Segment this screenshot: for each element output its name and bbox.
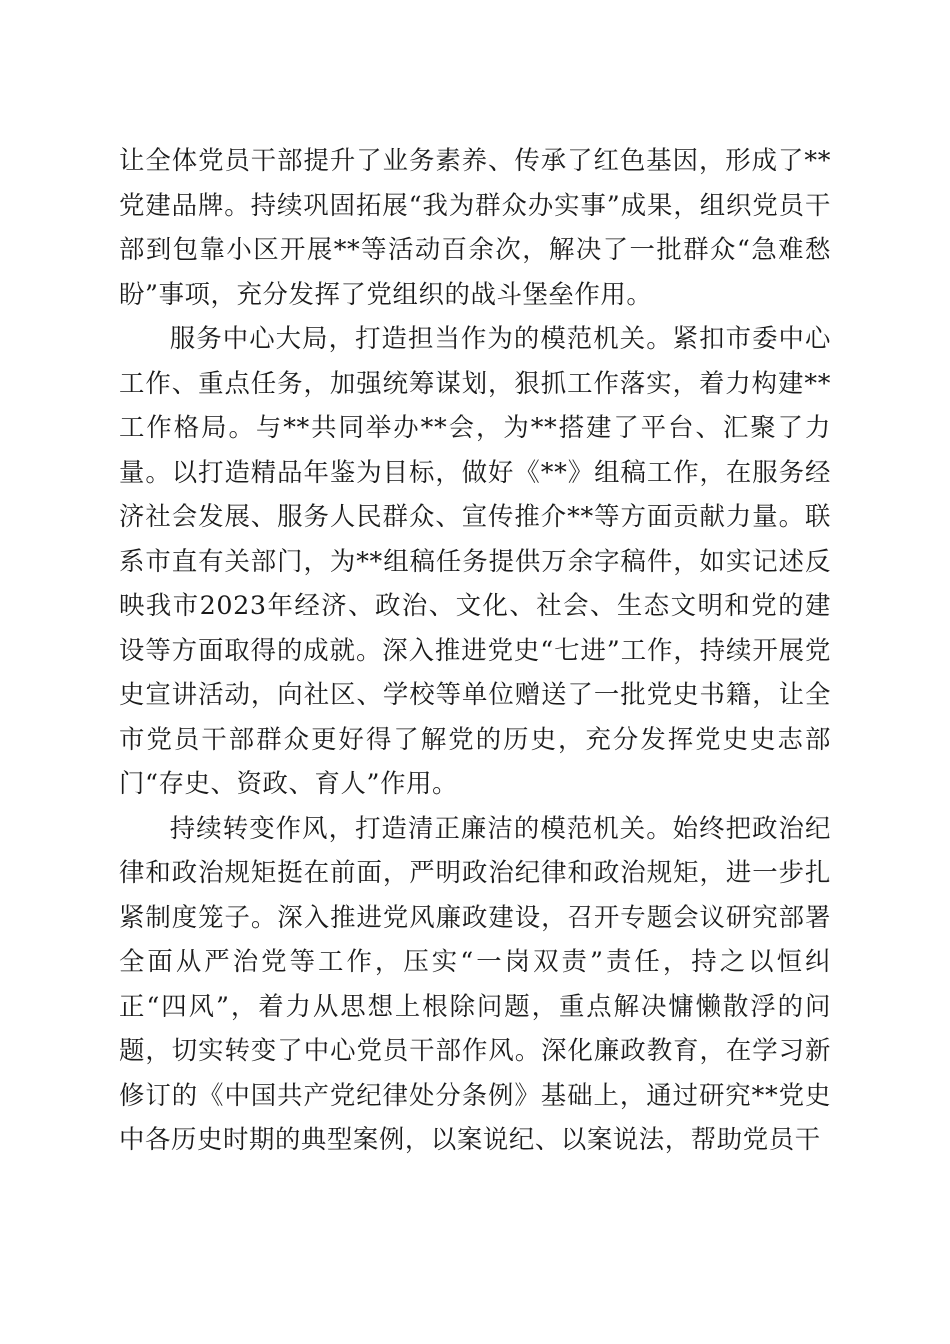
paragraph-serve-center: 服务中心大局，打造担当作为的模范机关。紧扣市委中心工作、重点任务，加强统筹谋划，狠抓工作落实，着力构建**工作格局。与**共同举办**会，为**搭建了平台、汇聚了力量。以打造精品年鉴为目标，做好《**》组稿工作，在服务经济社会发展、服务人民群众、宣传推介**等方面贡献力量。联系市直有关部门，为**组稿任务提供万余字稿件，如实记述反映我市2023年经济、政治、文化、社会、生态文明和党的建设等方面取得的成就。深入推进党史“七进”工作，持续开展党史宣讲活动，向社区、学校等单位赠送了一批党史书籍，让全市党员干部群众更好得了解党的历史，充分发挥党史史志部门“存史、资政、育人”作用。 bbox=[119, 323, 831, 798]
paragraph-continuation: 让全体党员干部提升了业务素养、传承了红色基因，形成了**党建品牌。持续巩固拓展“我为群众办实事”成果，组织党员干部到包靠小区开展**等活动百余次，解决了一批群众“急难愁盼”事项，充分发挥了党组织的战斗堡垒作用。 bbox=[119, 145, 831, 309]
document-body bbox=[119, 138, 831, 1162]
paragraph-work-style: 持续转变作风，打造清正廉洁的模范机关。始终把政治纪律和政治规矩挺在前面，严明政治纪律和政治规矩，进一步扎紧制度笼子。深入推进党风廉政建设，召开专题会议研究部署全面从严治党等工作，压实“一岗双责”责任，持之以恒纠正“四风”，着力从思想上根除问题，重点解决慵懒散浮的问题，切实转变了中心党员干部作风。深化廉政教育，在学习新修订的《中国共产党纪律处分条例》基础上，通过研究**党史中各历史时期的典型案例，以案说纪、以案说法，帮助党员干 bbox=[119, 812, 831, 1154]
